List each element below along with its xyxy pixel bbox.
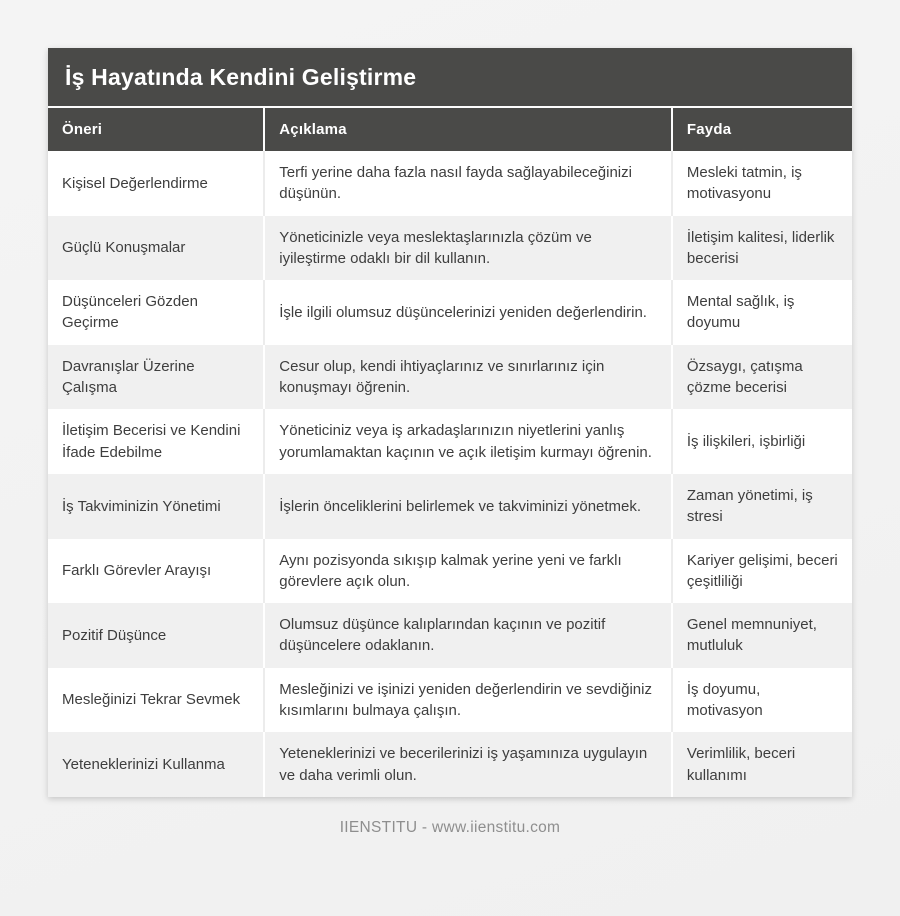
table-row — [48, 280, 852, 345]
cell-aciklama: İşle ilgili olumsuz düşüncelerinizi yeniden değerlendirin. — [264, 280, 672, 345]
cell-fayda: İletişim kalitesi, liderlik becerisi — [672, 216, 852, 281]
cell-aciklama: İşlerin önceliklerini belirlemek ve takviminizi yönetmek. — [264, 474, 672, 539]
cell-oneri: Güçlü Konuşmalar — [62, 239, 186, 257]
table-row — [48, 539, 852, 604]
table-row — [48, 409, 852, 474]
table-row — [48, 345, 852, 410]
table-row — [48, 732, 852, 797]
table-row — [48, 474, 852, 539]
cell-aciklama: Terfi yerine daha fazla nasıl fayda sağlayabileceğinizi düşünün. — [264, 151, 672, 216]
table-body — [48, 151, 852, 797]
cell-oneri: Davranışlar Üzerine Çalışma — [62, 357, 195, 397]
cell-aciklama: Aynı pozisyonda sıkışıp kalmak yerine yeni ve farklı görevlere açık olun. — [264, 539, 672, 604]
cell-fayda: Kariyer gelişimi, beceri çeşitliliği — [672, 539, 852, 604]
cell-oneri: İletişim Becerisi ve Kendini İfade Edebilme — [62, 422, 241, 461]
page-title: İş Hayatında Kendini Geliştirme — [48, 48, 852, 108]
cell-oneri: Mesleğinizi Tekrar Sevmek — [62, 691, 241, 709]
cell-oneri: Kişisel Değerlendirme — [62, 174, 208, 192]
column-header-oneri: Öneri — [48, 108, 264, 151]
cell-oneri: Düşünceleri Gözden Geçirme — [62, 293, 198, 332]
table-row — [48, 603, 852, 668]
cell-oneri: Yeteneklerinizi Kullanma — [62, 755, 225, 773]
cell-aciklama: Yeteneklerinizi ve becerilerinizi iş yaşamınıza uygulayın ve daha verimli olun. — [264, 732, 672, 797]
table-row — [48, 668, 852, 733]
self-development-table — [48, 108, 852, 797]
table-row — [48, 151, 852, 216]
cell-fayda: Genel memnuniyet, mutluluk — [672, 603, 852, 668]
cell-fayda: Zaman yönetimi, iş stresi — [672, 474, 852, 539]
column-header-aciklama: Açıklama — [264, 108, 672, 151]
cell-fayda: Özsaygı, çatışma çözme becerisi — [672, 345, 852, 410]
cell-aciklama: Cesur olup, kendi ihtiyaçlarınız ve sınırlarınız için konuşmayı öğrenin. — [264, 345, 672, 410]
cell-fayda: Mental sağlık, iş doyumu — [672, 280, 852, 345]
cell-fayda: İş doyumu, motivasyon — [672, 668, 852, 733]
cell-aciklama: Mesleğinizi ve işinizi yeniden değerlendirin ve sevdiğiniz kısımlarını bulmaya çalışın. — [264, 668, 672, 733]
cell-fayda: Mesleki tatmin, iş motivasyonu — [672, 151, 852, 216]
table-header-row — [48, 108, 852, 151]
cell-fayda: İş ilişkileri, işbirliği — [672, 409, 852, 474]
footer-credit: IIENSTITU - www.iienstitu.com — [339, 818, 561, 836]
cell-oneri: Pozitif Düşünce — [62, 626, 167, 644]
content-card — [48, 48, 852, 797]
column-header-fayda: Fayda — [672, 108, 852, 151]
cell-aciklama: Yöneticinizle veya meslektaşlarınızla çözüm ve iyileştirme odaklı bir dil kullanın. — [264, 216, 672, 281]
cell-fayda: Verimlilik, beceri kullanımı — [672, 732, 852, 797]
table-row — [48, 216, 852, 281]
cell-aciklama: Olumsuz düşünce kalıplarından kaçının ve pozitif düşüncelere odaklanın. — [264, 603, 672, 668]
cell-oneri: İş Takviminizin Yönetimi — [62, 497, 221, 515]
cell-aciklama: Yöneticiniz veya iş arkadaşlarınızın niyetlerini yanlış yorumlamaktan kaçının ve açık iletişim kurmayı öğrenin. — [264, 409, 672, 474]
cell-oneri: Farklı Görevler Arayışı — [62, 562, 212, 580]
